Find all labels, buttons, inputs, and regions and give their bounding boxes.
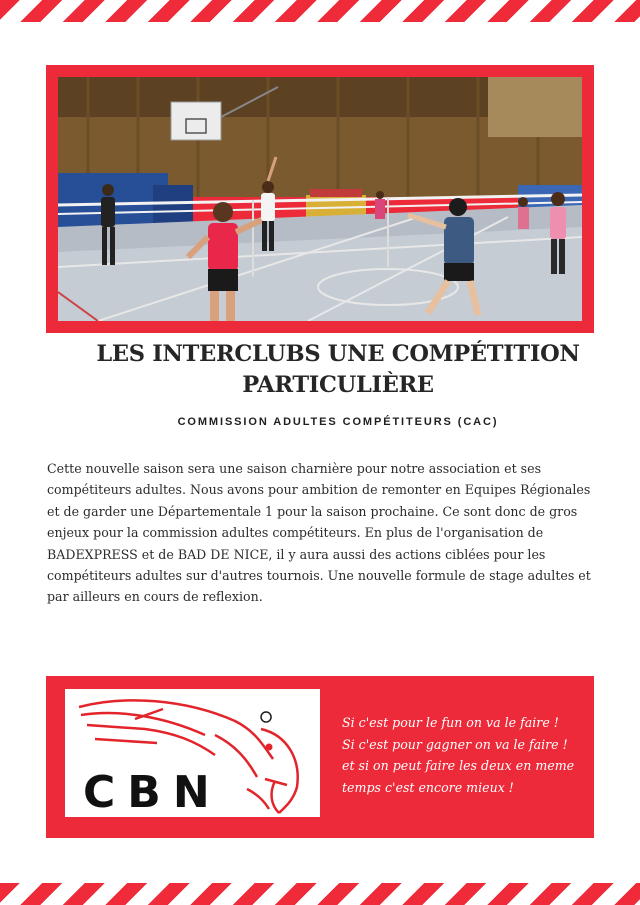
quote-line: Si c'est pour gagner on va le faire ! bbox=[342, 736, 568, 752]
bottom-panel bbox=[46, 676, 594, 838]
section-subtitle: COMMISSION ADULTES COMPÉTITEURS (CAC) bbox=[177, 416, 499, 428]
photo-frame bbox=[46, 65, 594, 333]
page-title: LES INTERCLUBS UNE COMPÉTITION PARTICULIÈRE bbox=[96, 341, 580, 398]
quote-line: Si c'est pour le fun on va le faire ! bbox=[342, 715, 559, 730]
badminton-gym-photo-icon bbox=[58, 77, 582, 321]
article-body: Cette nouvelle saison sera une saison charnière pour notre association et ses compétiteurs adultes. Nous avons pour ambition de remonter en Equipes Régionales et de garder une Départementale 1 pour la saison prochaine. Ce sont donc de gros enjeux pour la commission adultes compétiteurs. En plus de l'organisation de BADEXPRESS et de BAD DE NICE, il y aura aussi des actions ciblées pour les compétiteurs adultes sur d'autres tournois. Une nouvelle formule de stage adultes et par ailleurs en cours de reflexion. bbox=[47, 461, 591, 605]
club-quote bbox=[342, 712, 587, 798]
logo-text: CBN bbox=[83, 767, 222, 818]
cbn-logo bbox=[65, 689, 320, 817]
quote-line: temps c'est encore mieux ! bbox=[342, 779, 514, 795]
quote-line: et si on peut faire les deux en meme bbox=[342, 758, 575, 773]
bottom-stripe-border bbox=[0, 883, 640, 905]
top-stripe-border bbox=[0, 0, 640, 22]
